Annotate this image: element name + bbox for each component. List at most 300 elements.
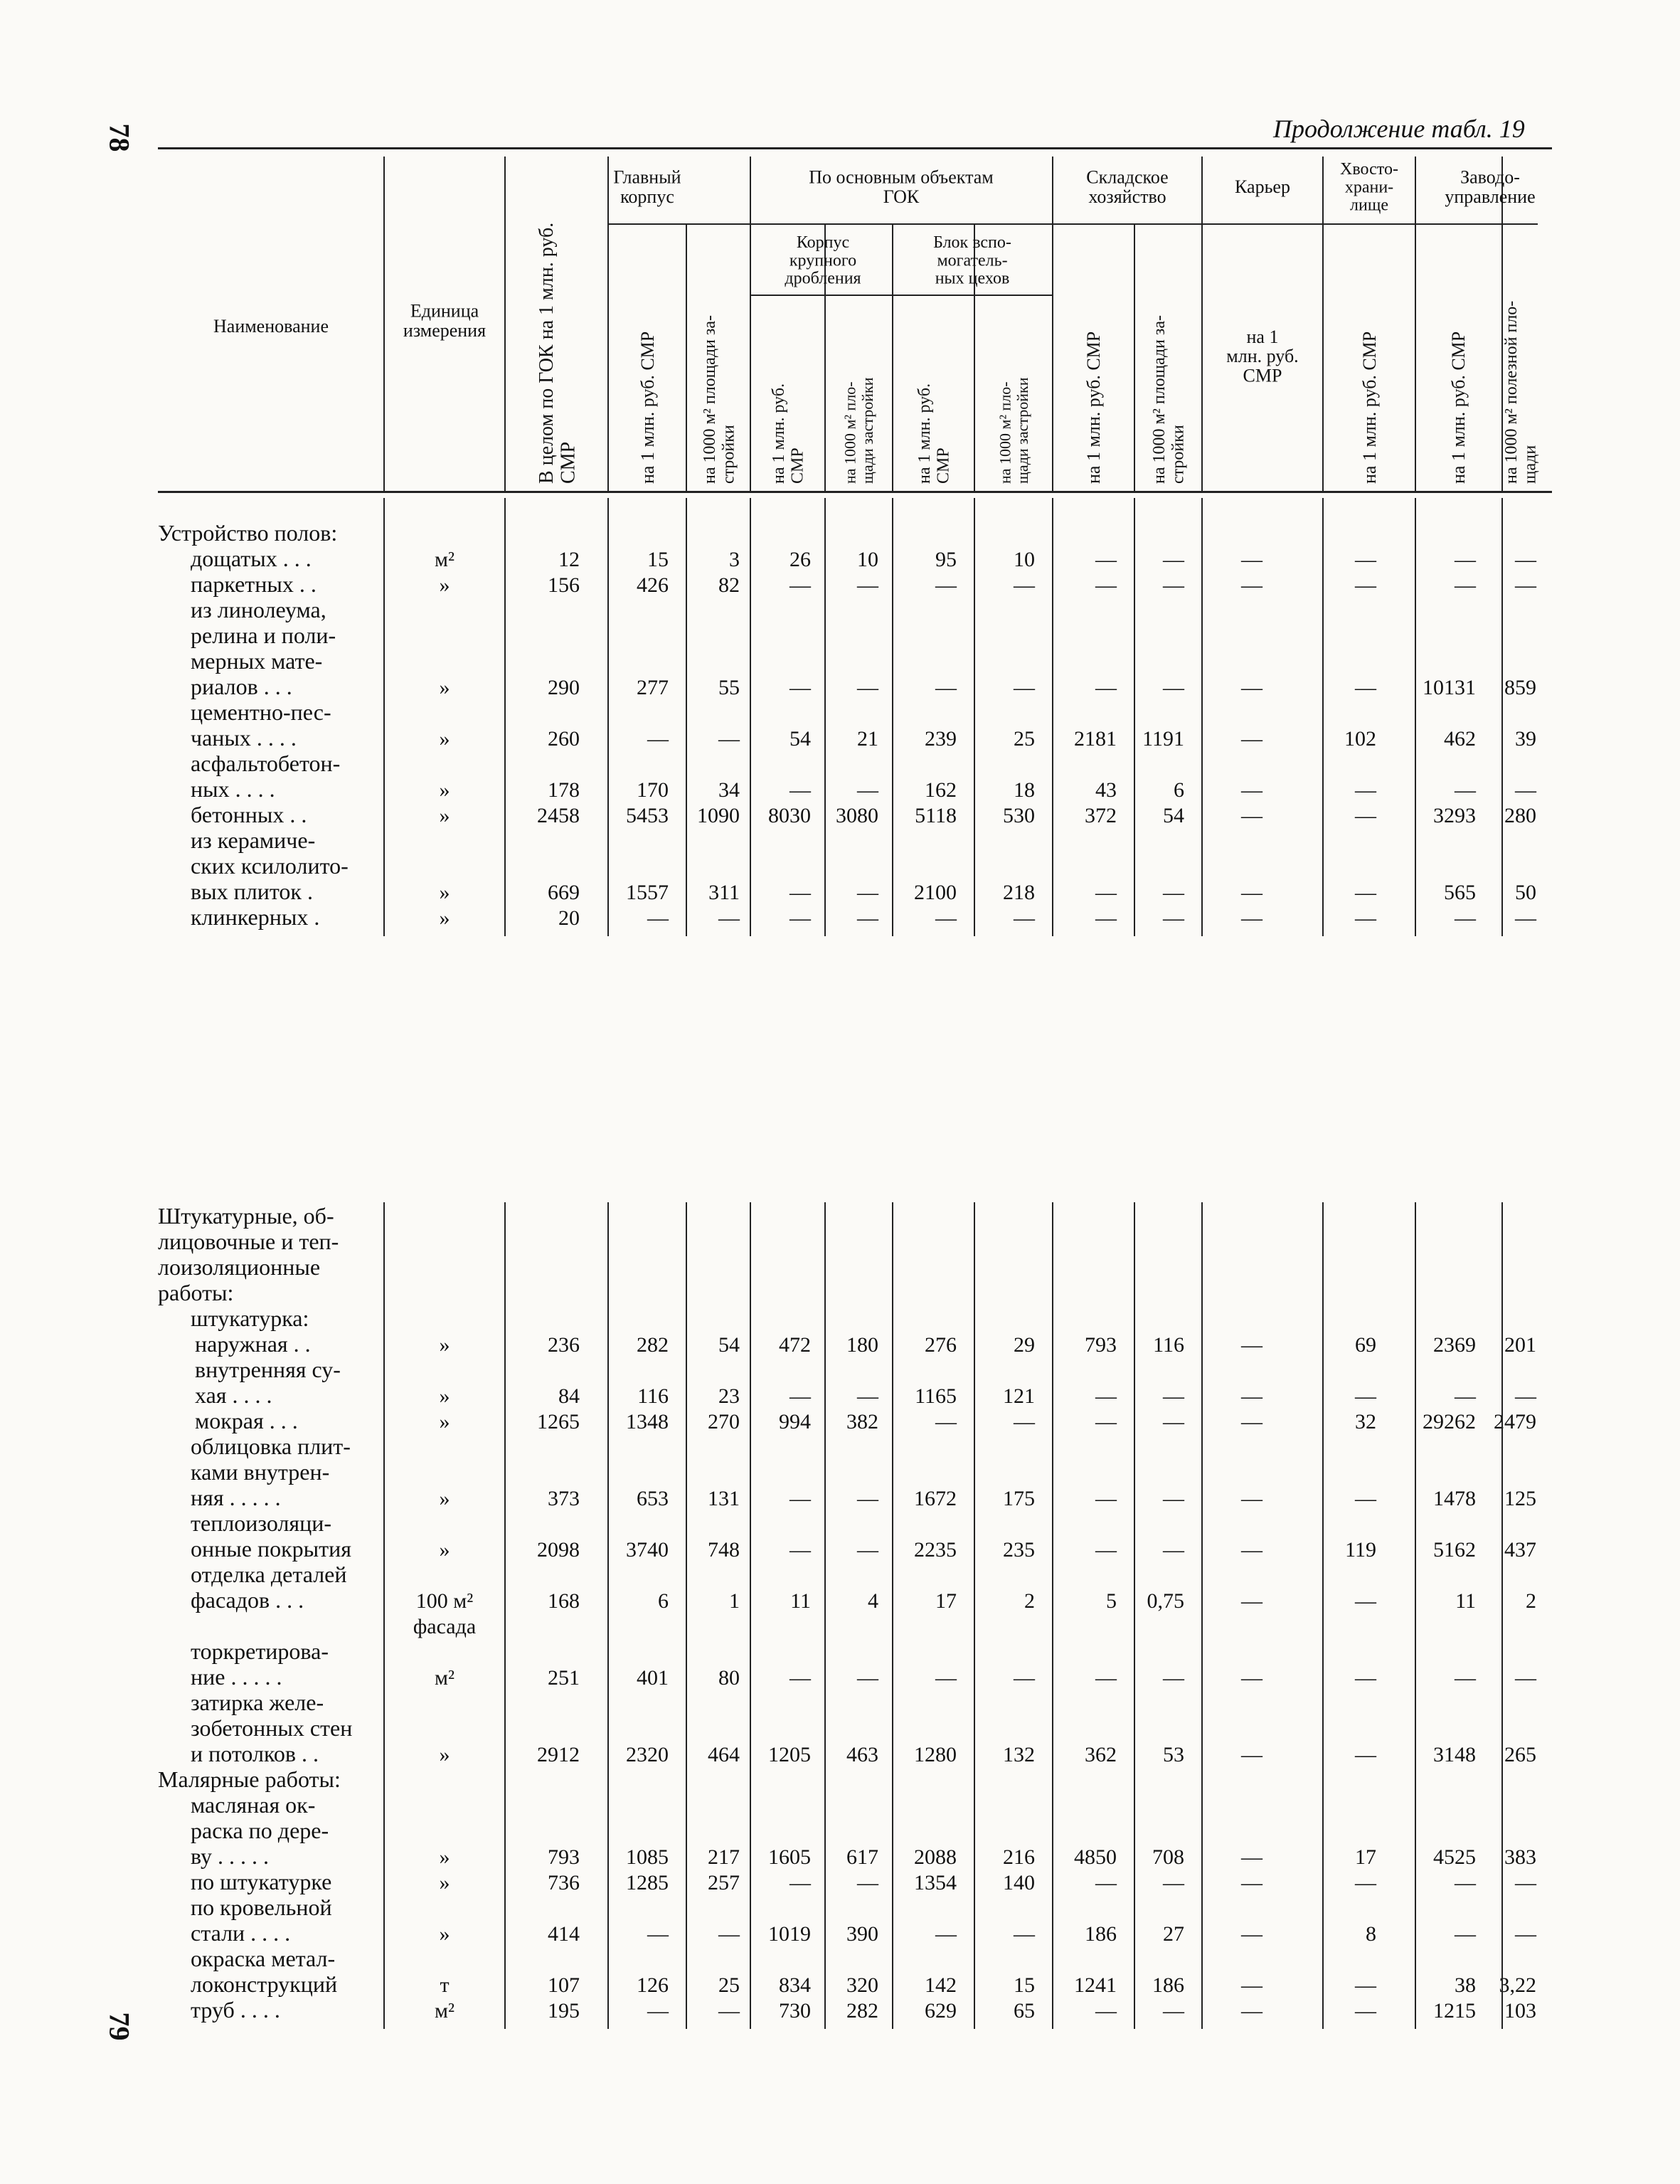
finishing-cell: — bbox=[1241, 1743, 1262, 1766]
floors-cell: — bbox=[857, 778, 878, 802]
finishing-cell: 1241 bbox=[1074, 1973, 1117, 1997]
finishing-cell: 793 bbox=[1085, 1333, 1117, 1357]
finishing-cell: — bbox=[1515, 1871, 1536, 1894]
floors-cell: — bbox=[1241, 881, 1262, 904]
finishing-cell: — bbox=[1241, 1666, 1262, 1690]
finishing-cell: — bbox=[1241, 1487, 1262, 1510]
finishing-row-unit: » bbox=[439, 1538, 450, 1562]
finishing-cell: 142 bbox=[925, 1973, 957, 1997]
finishing-cell: — bbox=[1455, 1666, 1476, 1690]
finishing-cell: 65 bbox=[1014, 1999, 1035, 2023]
finishing-cell: 464 bbox=[708, 1743, 740, 1766]
header-gok-total: СМР bbox=[557, 441, 580, 484]
finishing-cell: 80 bbox=[718, 1666, 740, 1690]
floors-cell: 156 bbox=[548, 573, 580, 597]
finishing-row-name: наружная . . bbox=[195, 1331, 311, 1357]
floors-cell: — bbox=[1095, 881, 1117, 904]
finishing-cell: — bbox=[935, 1922, 957, 1946]
floors-cell: — bbox=[1515, 573, 1536, 597]
finishing-cell: — bbox=[718, 1999, 740, 2023]
finishing-cell: 4525 bbox=[1433, 1845, 1476, 1869]
finishing-cell: 1285 bbox=[626, 1871, 669, 1894]
finishing-cell: 3,22 bbox=[1499, 1973, 1536, 1997]
finishing-cell: 180 bbox=[846, 1333, 878, 1357]
finishing-cell: 382 bbox=[846, 1410, 878, 1433]
finishing-cell: — bbox=[647, 1922, 669, 1946]
floors-cell: — bbox=[1355, 881, 1376, 904]
finishing-row-name: отделка деталей bbox=[191, 1562, 347, 1587]
header-main-objects: По основным объектам bbox=[809, 166, 994, 188]
header-aux-shops: Блок вспо- bbox=[933, 233, 1011, 253]
floors-cell: 54 bbox=[790, 727, 811, 751]
floors-cell: 2100 bbox=[914, 881, 957, 904]
finishing-cell: — bbox=[1355, 1384, 1376, 1408]
finishing-cell: — bbox=[1095, 1999, 1117, 2023]
finishing-row-name: по штукатурке bbox=[191, 1869, 332, 1894]
floors-cell: — bbox=[935, 906, 957, 930]
floors-cell: — bbox=[1163, 676, 1184, 699]
header-main-per-mln: на 1 млн. руб. СМР bbox=[637, 331, 659, 484]
floors-cell: 530 bbox=[1003, 804, 1035, 827]
finishing-cell: 2235 bbox=[914, 1538, 957, 1562]
finishing-cell: — bbox=[1241, 1845, 1262, 1869]
finishing-cell: 2912 bbox=[537, 1743, 580, 1766]
header-unit: измерения bbox=[403, 319, 487, 341]
finishing-row-unit: » bbox=[439, 1384, 450, 1408]
finishing-cell: 251 bbox=[548, 1666, 580, 1690]
finishing-row-unit: т bbox=[440, 1973, 450, 1997]
floors-cell: — bbox=[857, 906, 878, 930]
floors-cell: 162 bbox=[925, 778, 957, 802]
floors-row-name: клинкерных . bbox=[191, 904, 320, 930]
floors-cell: — bbox=[1241, 778, 1262, 802]
floors-cell: 12 bbox=[558, 548, 580, 571]
finishing-cell: 401 bbox=[637, 1666, 669, 1690]
finishing-cell: — bbox=[1163, 1999, 1184, 2023]
finishing-row-name: мокрая . . . bbox=[195, 1408, 298, 1433]
header-crush-per-mln: на 1 млн. руб. bbox=[770, 383, 789, 484]
floors-row-unit: » bbox=[439, 727, 450, 751]
header-crushing: дробления bbox=[785, 269, 861, 288]
finishing-cell: 116 bbox=[1153, 1333, 1184, 1357]
finishing-cell: — bbox=[935, 1410, 957, 1433]
floors-cell: 26 bbox=[790, 548, 811, 571]
header-storage: хозяйство bbox=[1088, 186, 1166, 207]
finishing-row-name: онные покрытия bbox=[191, 1536, 351, 1562]
floors-cell: 280 bbox=[1504, 804, 1536, 827]
finishing-cell: 195 bbox=[548, 1999, 580, 2023]
finishing-cell: — bbox=[1095, 1871, 1117, 1894]
finishing-row-unit: » bbox=[439, 1845, 450, 1869]
floors-cell: — bbox=[1455, 778, 1476, 802]
header-main-per-1000: стройки bbox=[719, 425, 738, 484]
floors-cell: — bbox=[1095, 573, 1117, 597]
floors-cell: — bbox=[790, 778, 811, 802]
finishing-cell: — bbox=[1355, 1743, 1376, 1766]
finishing-row-name: труб . . . . bbox=[191, 1997, 280, 2023]
finishing-row-name: зобетонных стен bbox=[191, 1715, 353, 1741]
floors-cell: 277 bbox=[637, 676, 669, 699]
floors-cell: — bbox=[1355, 804, 1376, 827]
floors-cell: — bbox=[1014, 676, 1035, 699]
floors-cell: 2458 bbox=[537, 804, 580, 827]
finishing-row-name: локонструкций bbox=[191, 1971, 338, 1997]
finishing-cell: 32 bbox=[1355, 1410, 1376, 1433]
floors-cell: — bbox=[1455, 548, 1476, 571]
finishing-row-name: по кровельной bbox=[191, 1894, 332, 1920]
finishing-cell: 3740 bbox=[626, 1538, 669, 1562]
finishing-cell: 748 bbox=[708, 1538, 740, 1562]
header-stor-per-mln: на 1 млн. руб. СМР bbox=[1083, 331, 1105, 484]
finishing-row-name: облицовка плит- bbox=[191, 1433, 351, 1459]
finishing-cell: 1 bbox=[729, 1589, 740, 1613]
finishing-cell: 276 bbox=[925, 1333, 957, 1357]
floors-cell: 18 bbox=[1014, 778, 1035, 802]
floors-row-name: ных . . . . bbox=[191, 776, 275, 802]
finishing-row-name: окраска метал- bbox=[191, 1946, 336, 1971]
header-quarry-per-mln: млн. руб. bbox=[1226, 346, 1299, 367]
floors-cell: 218 bbox=[1003, 881, 1035, 904]
finishing-cell: 53 bbox=[1163, 1743, 1184, 1766]
floors-row-unit: » bbox=[439, 676, 450, 699]
finishing-cell: — bbox=[790, 1871, 811, 1894]
floors-row-name: вых плиток . bbox=[191, 879, 313, 904]
header-aux-per-mln: СМР bbox=[934, 447, 953, 484]
finishing-cell: 2479 bbox=[1494, 1410, 1536, 1433]
finishing-cell: — bbox=[1241, 1999, 1262, 2023]
header-quarry-per-mln: СМР bbox=[1243, 365, 1282, 386]
finishing-cell: 17 bbox=[1355, 1845, 1376, 1869]
finishing-cell: 84 bbox=[558, 1384, 580, 1408]
finishing-cell: 2369 bbox=[1433, 1333, 1476, 1357]
header-crush-per-mln: СМР bbox=[788, 447, 807, 484]
floors-cell: — bbox=[1355, 778, 1376, 802]
floors-cell: — bbox=[857, 573, 878, 597]
floors-cell: 6 bbox=[1174, 778, 1184, 802]
finishing-cell: 25 bbox=[718, 1973, 740, 1997]
header-main-objects: ГОК bbox=[883, 186, 920, 207]
finishing-cell: — bbox=[1163, 1410, 1184, 1433]
header-tailings: храни- bbox=[1344, 178, 1394, 197]
finishing-cell: 125 bbox=[1504, 1487, 1536, 1510]
finishing-cell: — bbox=[1455, 1384, 1476, 1408]
finishing-cell: 320 bbox=[846, 1973, 878, 1997]
finishing-cell: — bbox=[1014, 1922, 1035, 1946]
finishing-cell: 132 bbox=[1003, 1743, 1035, 1766]
floors-cell: — bbox=[647, 906, 669, 930]
finishing-cell: — bbox=[1355, 1487, 1376, 1510]
finishing-cell: 265 bbox=[1504, 1743, 1536, 1766]
finishing-cell: 1019 bbox=[768, 1922, 811, 1946]
finishing-cell: 140 bbox=[1003, 1871, 1035, 1894]
finishing-cell: 236 bbox=[548, 1333, 580, 1357]
finishing-cell: 29 bbox=[1014, 1333, 1035, 1357]
floors-cell: 311 bbox=[708, 881, 740, 904]
finishing-cell: — bbox=[790, 1666, 811, 1690]
floors-cell: — bbox=[1014, 906, 1035, 930]
finishing-row-name: затирка желе- bbox=[191, 1690, 324, 1715]
floors-cell: 426 bbox=[637, 573, 669, 597]
floors-cell: 20 bbox=[558, 906, 580, 930]
floors-cell: 3293 bbox=[1433, 804, 1476, 827]
floors-cell: — bbox=[1515, 548, 1536, 571]
finishing-cell: 216 bbox=[1003, 1845, 1035, 1869]
floors-cell: — bbox=[1455, 573, 1476, 597]
floors-cell: — bbox=[790, 676, 811, 699]
finishing-cell: — bbox=[1163, 1666, 1184, 1690]
floors-cell: 565 bbox=[1444, 881, 1476, 904]
floors-cell: — bbox=[1163, 906, 1184, 930]
finishing-cell: — bbox=[857, 1666, 878, 1690]
finishing-cell: — bbox=[935, 1666, 957, 1690]
finishing-cell: 994 bbox=[779, 1410, 811, 1433]
finishing-cell: 383 bbox=[1504, 1845, 1536, 1869]
floors-row-name: дощатых . . . bbox=[191, 546, 312, 571]
finishing-row-unit: 100 м² bbox=[415, 1589, 474, 1613]
finishing-cell: — bbox=[1355, 1589, 1376, 1613]
floors-cell: 95 bbox=[935, 548, 957, 571]
finishing-cell: 1215 bbox=[1433, 1999, 1476, 2023]
finishing-cell: 629 bbox=[925, 1999, 957, 2023]
finishing-row-name: ние . . . . . bbox=[191, 1664, 282, 1690]
floors-row-name: асфальтобетон- bbox=[191, 751, 341, 776]
finishing-cell: 617 bbox=[846, 1845, 878, 1869]
floors-cell: — bbox=[1515, 778, 1536, 802]
finishing-row-name: стали . . . . bbox=[191, 1920, 291, 1946]
floors-row-name: Устройство полов: bbox=[158, 520, 338, 546]
floors-cell: 5453 bbox=[626, 804, 669, 827]
finishing-cell: — bbox=[1241, 1922, 1262, 1946]
finishing-row-name: лоизоляционные bbox=[158, 1254, 321, 1280]
floors-row-unit: » bbox=[439, 881, 450, 904]
finishing-row-name: лицовочные и теп- bbox=[158, 1229, 339, 1254]
finishing-cell: — bbox=[1355, 1999, 1376, 2023]
finishing-cell: 116 bbox=[637, 1384, 669, 1408]
finishing-cell: 1205 bbox=[768, 1743, 811, 1766]
page-number-bottom: 79 bbox=[103, 2012, 136, 2041]
floors-row-name: бетонных . . bbox=[191, 802, 307, 827]
floors-cell: — bbox=[1241, 676, 1262, 699]
finishing-cell: — bbox=[1014, 1666, 1035, 1690]
header-aux-per-1000: на 1000 м² пло- bbox=[996, 381, 1014, 484]
header-crush-per-1000: на 1000 м² пло- bbox=[841, 381, 859, 484]
header-storage: Складское bbox=[1086, 166, 1169, 188]
finishing-cell: 1672 bbox=[914, 1487, 957, 1510]
finishing-cell: 390 bbox=[846, 1922, 878, 1946]
header-mgmt-per-1000: на 1000 м² полезной пло- bbox=[1502, 300, 1521, 484]
header-crushing: Корпус bbox=[796, 233, 850, 253]
finishing-cell: 2320 bbox=[626, 1743, 669, 1766]
floors-cell: 21 bbox=[857, 727, 878, 751]
finishing-cell: 126 bbox=[637, 1973, 669, 1997]
floors-cell: 15 bbox=[647, 548, 669, 571]
finishing-cell: 5 bbox=[1106, 1589, 1117, 1613]
finishing-cell: — bbox=[1355, 1871, 1376, 1894]
floors-cell: — bbox=[1515, 906, 1536, 930]
finishing-row-unit: » bbox=[439, 1871, 450, 1894]
finishing-cell: — bbox=[857, 1871, 878, 1894]
floors-cell: 50 bbox=[1515, 881, 1536, 904]
header-aux-per-1000: щади застройки bbox=[1013, 377, 1031, 484]
finishing-cell: 217 bbox=[708, 1845, 740, 1869]
header-main-building: Главный bbox=[613, 166, 681, 188]
header-mgmt-per-mln: на 1 млн. руб. СМР bbox=[1448, 331, 1469, 484]
finishing-row-name: масляная ок- bbox=[191, 1792, 316, 1818]
finishing-cell: 4850 bbox=[1074, 1845, 1117, 1869]
finishing-cell: 4 bbox=[868, 1589, 878, 1613]
floors-row-name: риалов . . . bbox=[191, 674, 292, 699]
floors-cell: 10131 bbox=[1423, 676, 1476, 699]
floors-cell: 3080 bbox=[836, 804, 878, 827]
finishing-cell: — bbox=[1241, 1871, 1262, 1894]
header-main-building: корпус bbox=[620, 186, 674, 207]
floors-cell: 1191 bbox=[1142, 727, 1184, 751]
finishing-cell: — bbox=[1455, 1922, 1476, 1946]
finishing-row-name: ву . . . . . bbox=[191, 1843, 270, 1869]
floors-cell: — bbox=[1095, 906, 1117, 930]
finishing-cell: 0,75 bbox=[1147, 1589, 1184, 1613]
finishing-row-unit: м² bbox=[435, 1999, 454, 2023]
floors-cell: — bbox=[1241, 573, 1262, 597]
floors-row-name: ских ксилолито- bbox=[191, 853, 349, 879]
finishing-cell: 27 bbox=[1163, 1922, 1184, 1946]
finishing-row-name: торкретирова- bbox=[191, 1638, 329, 1664]
floors-cell: — bbox=[857, 676, 878, 699]
finishing-cell: 168 bbox=[548, 1589, 580, 1613]
finishing-cell: 362 bbox=[1085, 1743, 1117, 1766]
finishing-cell: — bbox=[647, 1999, 669, 2023]
floors-row-unit: » bbox=[439, 778, 450, 802]
floors-row-name: мерных мате- bbox=[191, 648, 323, 674]
finishing-cell: — bbox=[1163, 1384, 1184, 1408]
finishing-cell: — bbox=[1095, 1410, 1117, 1433]
floors-cell: 10 bbox=[857, 548, 878, 571]
finishing-row-unit: м² bbox=[435, 1666, 454, 1690]
floors-cell: — bbox=[1163, 573, 1184, 597]
finishing-cell: 2 bbox=[1526, 1589, 1536, 1613]
finishing-cell: — bbox=[1095, 1538, 1117, 1562]
finishing-row-name: штукатурка: bbox=[191, 1305, 309, 1331]
floors-cell: — bbox=[1355, 573, 1376, 597]
header-gok-total: В целом по ГОК на 1 млн. руб. bbox=[535, 222, 558, 484]
finishing-cell: 1348 bbox=[626, 1410, 669, 1433]
table-caption: Продолжение табл. 19 bbox=[1273, 115, 1525, 143]
header-unit: Единица bbox=[410, 300, 479, 322]
header-management: управление bbox=[1445, 186, 1536, 207]
finishing-cell: 175 bbox=[1003, 1487, 1035, 1510]
finishing-cell: 15 bbox=[1014, 1973, 1035, 1997]
finishing-cell: 270 bbox=[708, 1410, 740, 1433]
finishing-row-name: работы: bbox=[158, 1280, 234, 1305]
floors-cell: — bbox=[1355, 548, 1376, 571]
header-management: Заводо- bbox=[1460, 166, 1520, 188]
finishing-cell: 119 bbox=[1345, 1538, 1376, 1562]
floors-cell: — bbox=[857, 881, 878, 904]
floors-cell: — bbox=[935, 573, 957, 597]
floors-cell: 462 bbox=[1444, 727, 1476, 751]
header-tailings: лище bbox=[1350, 196, 1388, 215]
finishing-row-name: няя . . . . . bbox=[191, 1485, 281, 1510]
header-aux-shops: ных цехов bbox=[935, 269, 1010, 288]
finishing-cell: 282 bbox=[637, 1333, 669, 1357]
finishing-cell: 708 bbox=[1152, 1845, 1184, 1869]
finishing-row-name: Штукатурные, об- bbox=[158, 1203, 334, 1229]
header-aux-per-mln: на 1 млн. руб. bbox=[915, 383, 935, 484]
finishing-cell: — bbox=[1515, 1922, 1536, 1946]
floors-cell: 8030 bbox=[768, 804, 811, 827]
floors-cell: 43 bbox=[1095, 778, 1117, 802]
finishing-cell: — bbox=[1095, 1487, 1117, 1510]
finishing-cell: — bbox=[1241, 1410, 1262, 1433]
finishing-row-unit: » bbox=[439, 1333, 450, 1357]
floors-row-name: из линолеума, bbox=[191, 597, 326, 622]
finishing-cell: — bbox=[1095, 1666, 1117, 1690]
finishing-cell: 17 bbox=[935, 1589, 957, 1613]
finishing-cell: 1605 bbox=[768, 1845, 811, 1869]
header-crushing: крупного bbox=[789, 251, 857, 270]
floors-cell: — bbox=[1095, 676, 1117, 699]
finishing-cell: — bbox=[1241, 1333, 1262, 1357]
floors-cell: — bbox=[790, 906, 811, 930]
finishing-cell: 1165 bbox=[915, 1384, 957, 1408]
floors-cell: — bbox=[718, 727, 740, 751]
floors-cell: — bbox=[1241, 548, 1262, 571]
floors-cell: 54 bbox=[1163, 804, 1184, 827]
finishing-cell: 2 bbox=[1024, 1589, 1035, 1613]
floors-row-unit: » bbox=[439, 804, 450, 827]
header-stor-per-1000: стройки bbox=[1169, 425, 1188, 484]
finishing-cell: — bbox=[1163, 1487, 1184, 1510]
finishing-cell: — bbox=[1095, 1384, 1117, 1408]
finishing-cell: — bbox=[1355, 1973, 1376, 1997]
finishing-cell: 1354 bbox=[914, 1871, 957, 1894]
floors-cell: — bbox=[1241, 804, 1262, 827]
floors-cell: — bbox=[935, 676, 957, 699]
finishing-cell: 186 bbox=[1152, 1973, 1184, 1997]
header-stor-per-1000: на 1000 м² площади за- bbox=[1150, 314, 1169, 484]
floors-row-unit: » bbox=[439, 906, 450, 930]
finishing-cell: 5162 bbox=[1433, 1538, 1476, 1562]
finishing-row-unit: » bbox=[439, 1743, 450, 1766]
finishing-cell: — bbox=[857, 1384, 878, 1408]
header-main-per-1000: на 1000 м² площади за- bbox=[701, 314, 720, 484]
finishing-cell: — bbox=[718, 1922, 740, 1946]
finishing-cell: 69 bbox=[1355, 1333, 1376, 1357]
header-mgmt-per-1000: щади bbox=[1521, 445, 1540, 484]
header-tailings: Хвосто- bbox=[1340, 160, 1398, 179]
floors-cell: — bbox=[790, 573, 811, 597]
floors-row-name: цементно-пес- bbox=[191, 699, 331, 725]
floors-cell: 82 bbox=[718, 573, 740, 597]
finishing-cell: 2088 bbox=[914, 1845, 957, 1869]
header-crush-per-1000: щади застройки bbox=[858, 377, 876, 484]
floors-cell: 2181 bbox=[1074, 727, 1117, 751]
finishing-cell: 11 bbox=[1455, 1589, 1476, 1613]
floors-row-name: чаных . . . . bbox=[191, 725, 297, 751]
finishing-cell: 463 bbox=[846, 1743, 878, 1766]
finishing-cell: — bbox=[857, 1487, 878, 1510]
finishing-cell: 107 bbox=[548, 1973, 580, 1997]
floors-row-name: релина и поли- bbox=[191, 622, 336, 648]
finishing-cell: 186 bbox=[1085, 1922, 1117, 1946]
floors-cell: 260 bbox=[548, 727, 580, 751]
finishing-cell: — bbox=[1241, 1973, 1262, 1997]
finishing-cell: 6 bbox=[658, 1589, 669, 1613]
floors-cell: 3 bbox=[729, 548, 740, 571]
floors-cell: 55 bbox=[718, 676, 740, 699]
floors-cell: — bbox=[1163, 881, 1184, 904]
finishing-cell: — bbox=[1241, 1538, 1262, 1562]
